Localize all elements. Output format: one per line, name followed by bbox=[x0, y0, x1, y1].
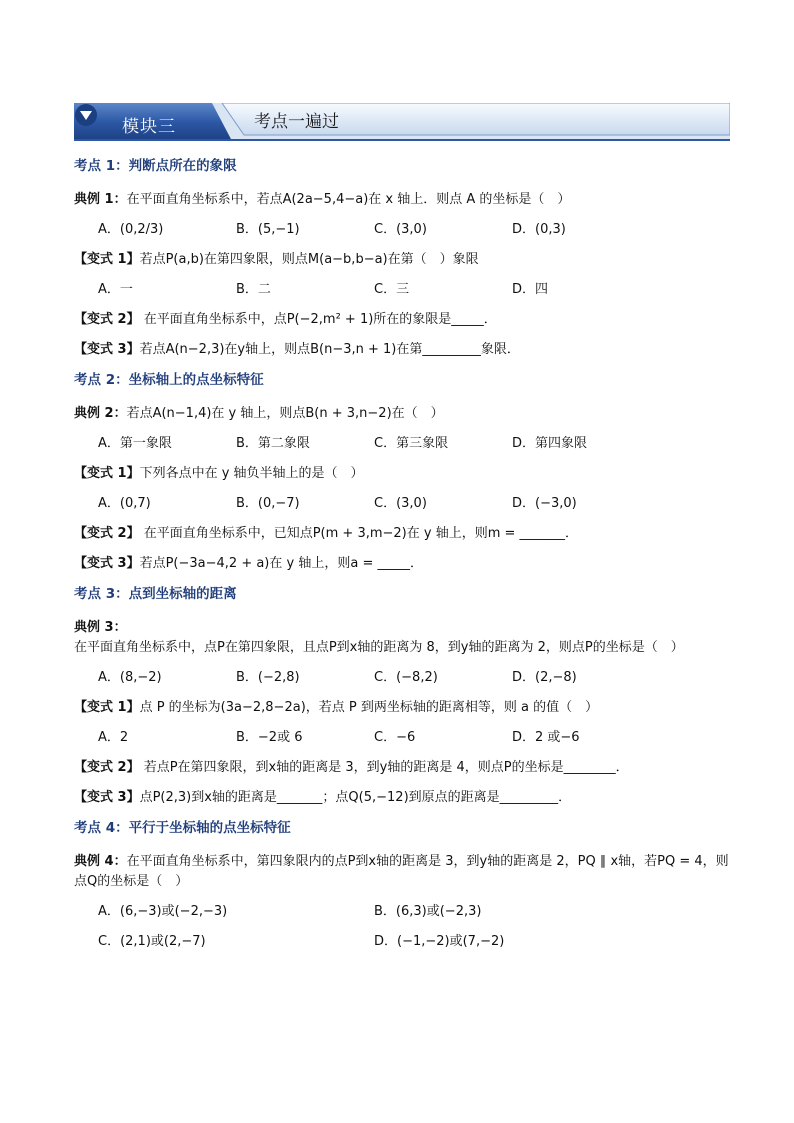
question-text: 若点A(n−1,4)在 y 轴上，则点B(n + 3,n−2)在（ ） bbox=[126, 406, 444, 421]
answer-option[interactable]: A．一 bbox=[98, 282, 133, 297]
answer-option[interactable]: B．(0,−7) bbox=[236, 496, 300, 511]
question-item bbox=[74, 524, 734, 544]
question-item bbox=[74, 310, 734, 330]
answer-option[interactable]: D．(0,3) bbox=[512, 222, 566, 237]
question-item bbox=[74, 698, 734, 718]
option-row bbox=[98, 494, 734, 514]
question-tag: 典例 2： bbox=[74, 406, 127, 421]
answer-option[interactable]: B．二 bbox=[236, 282, 271, 297]
section-heading: 考点 4：平行于坐标轴的点坐标特征 bbox=[74, 820, 291, 836]
option-row bbox=[98, 902, 734, 922]
option-row bbox=[98, 728, 734, 748]
exercise-content bbox=[74, 156, 734, 962]
question-tag: 【变式 1】 bbox=[74, 466, 140, 481]
question-item bbox=[74, 618, 734, 658]
module-banner bbox=[74, 103, 730, 141]
question-text: 若点P(a,b)在第四象限，则点M(a−b,b−a)在第（ ）象限 bbox=[139, 252, 479, 267]
question-text: 若点P(−3a−4,2 + a)在 y 轴上，则a = _____． bbox=[139, 556, 423, 571]
question-text: 若点P在第四象限，到x轴的距离是 3，到y轴的距离是 4，则点P的坐标是________． bbox=[139, 760, 629, 775]
question-text: 在平面直角坐标系中，若点A(2a−5,4−a)在 x 轴上．则点 A 的坐标是（ ） bbox=[126, 192, 571, 207]
answer-option[interactable]: D．(2,−8) bbox=[512, 670, 577, 685]
question-item bbox=[74, 250, 734, 270]
question-text: 在平面直角坐标系中，点P(−2,m² + 1)所在的象限是_____． bbox=[139, 312, 497, 327]
option-row bbox=[98, 280, 734, 300]
question-tag: 【变式 3】 bbox=[74, 342, 140, 357]
answer-option[interactable]: B．第二象限 bbox=[236, 436, 310, 451]
answer-option[interactable]: A．(0,2/3) bbox=[98, 222, 164, 237]
question-tag: 【变式 1】 bbox=[74, 252, 140, 267]
question-text: 若点A(n−2,3)在y轴上，则点B(n−3,n + 1)在第_________象限． bbox=[139, 342, 520, 357]
question-item bbox=[74, 404, 734, 424]
option-row bbox=[98, 932, 734, 952]
question-item bbox=[74, 554, 734, 574]
question-tag: 典例 3： bbox=[74, 620, 127, 635]
chevron-down-icon[interactable] bbox=[74, 103, 98, 127]
question-item bbox=[74, 340, 734, 360]
banner-title: 考点一遍过 bbox=[254, 112, 339, 132]
question-item bbox=[74, 788, 734, 808]
question-tag: 典例 4： bbox=[74, 854, 127, 869]
answer-option[interactable]: A．第一象限 bbox=[98, 436, 172, 451]
answer-option[interactable]: A．2 bbox=[98, 730, 129, 745]
question-item bbox=[74, 464, 734, 484]
question-text: 在平面直角坐标系中，第四象限内的点P到x轴的距离是 3，到y轴的距离是 2，PQ ∥ x轴，若PQ = 4，则点Q的坐标是（ ） bbox=[74, 854, 729, 889]
answer-option[interactable]: C．(3,0) bbox=[374, 496, 427, 511]
question-tag: 【变式 2】 bbox=[74, 760, 140, 775]
question-tag: 【变式 3】 bbox=[74, 790, 140, 805]
answer-option[interactable]: C．第三象限 bbox=[374, 436, 449, 451]
answer-option[interactable]: D．(−3,0) bbox=[512, 496, 577, 511]
section-heading: 考点 1：判断点所在的象限 bbox=[74, 158, 237, 174]
option-row bbox=[98, 434, 734, 454]
section-heading: 考点 3：点到坐标轴的距离 bbox=[74, 586, 237, 602]
question-tag: 【变式 2】 bbox=[74, 312, 140, 327]
question-text: 下列各点中在 y 轴负半轴上的是（ ） bbox=[139, 466, 364, 481]
answer-option[interactable]: C．(3,0) bbox=[374, 222, 427, 237]
question-text: 在平面直角坐标系中，已知点P(m + 3,m−2)在 y 轴上，则m = _______． bbox=[139, 526, 579, 541]
question-text: 在平面直角坐标系中，点P在第四象限，且点P到x轴的距离为 8，到y轴的距离为 2，则点P的坐标是（ ） bbox=[74, 640, 684, 655]
answer-option[interactable]: C．−6 bbox=[374, 730, 416, 745]
answer-option[interactable]: C．(2,1)或(2,−7) bbox=[98, 934, 206, 949]
option-row bbox=[98, 220, 734, 240]
answer-option[interactable]: B．(5,−1) bbox=[236, 222, 300, 237]
answer-option[interactable]: B．−2或 6 bbox=[236, 730, 303, 745]
answer-option[interactable]: B．(6,3)或(−2,3) bbox=[374, 904, 482, 919]
answer-option[interactable]: A．(6,−3)或(−2,−3) bbox=[98, 904, 228, 919]
question-tag: 【变式 2】 bbox=[74, 526, 140, 541]
answer-option[interactable]: D．第四象限 bbox=[512, 436, 588, 451]
answer-option[interactable]: D．2 或−6 bbox=[512, 730, 580, 745]
answer-option[interactable]: A．(8,−2) bbox=[98, 670, 162, 685]
question-tag: 【变式 1】 bbox=[74, 700, 140, 715]
question-tag: 【变式 3】 bbox=[74, 556, 140, 571]
question-item bbox=[74, 758, 734, 778]
answer-option[interactable]: D．(−1,−2)或(7,−2) bbox=[374, 934, 505, 949]
question-text: 点P(2,3)到x轴的距离是_______；点Q(5,−12)到原点的距离是_________． bbox=[139, 790, 572, 805]
question-item bbox=[74, 190, 734, 210]
answer-option[interactable]: A．(0,7) bbox=[98, 496, 151, 511]
module-label: 模块三 bbox=[122, 117, 176, 137]
section-heading: 考点 2：坐标轴上的点坐标特征 bbox=[74, 372, 264, 388]
answer-option[interactable]: C．三 bbox=[374, 282, 410, 297]
answer-option[interactable]: B．(−2,8) bbox=[236, 670, 300, 685]
answer-option[interactable]: D．四 bbox=[512, 282, 549, 297]
question-item bbox=[74, 852, 734, 892]
question-text: 点 P 的坐标为(3a−2,8−2a)，若点 P 到两坐标轴的距离相等，则 a 的值（ ） bbox=[139, 700, 599, 715]
option-row bbox=[98, 668, 734, 688]
question-tag: 典例 1： bbox=[74, 192, 127, 207]
answer-option[interactable]: C．(−8,2) bbox=[374, 670, 438, 685]
